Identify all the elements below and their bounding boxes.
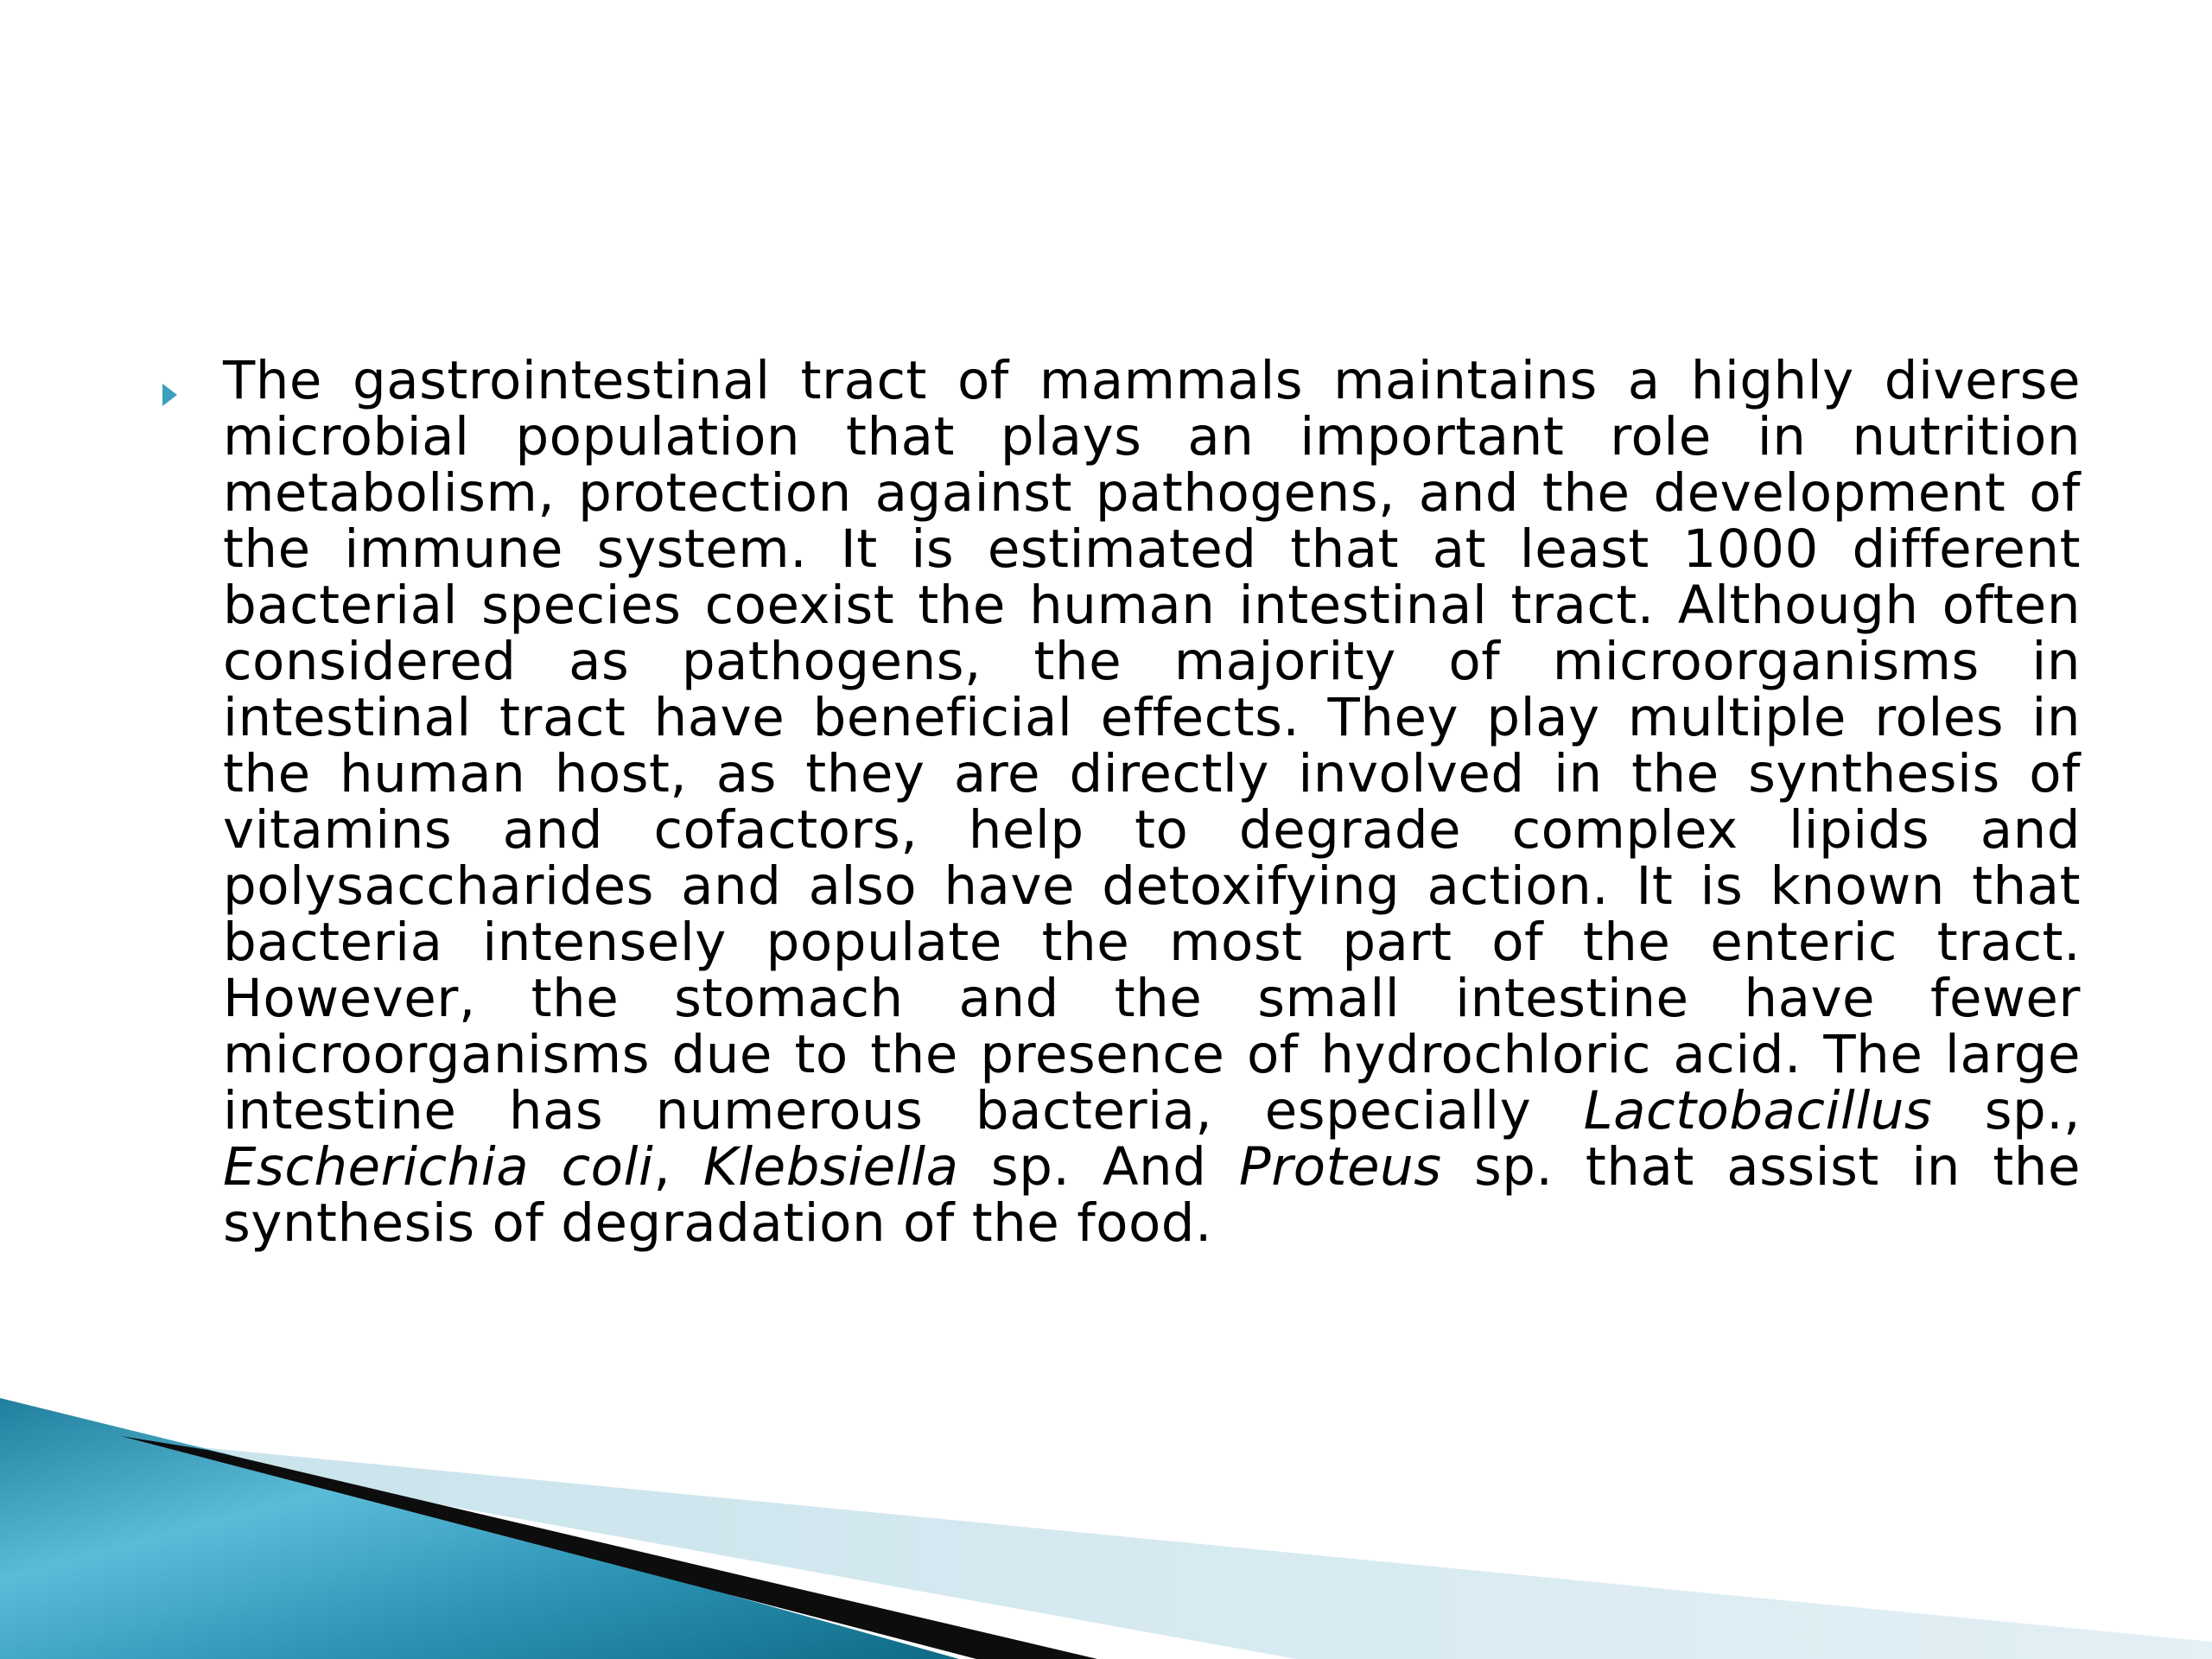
genus-klebsiella: Klebsiella bbox=[702, 1136, 959, 1198]
paragraph-text: sp., bbox=[1932, 1080, 2082, 1141]
genus-proteus: Proteus bbox=[1238, 1136, 1442, 1198]
paragraph-text: sp. And bbox=[958, 1136, 1239, 1198]
genus-lactobacillus: Lactobacillus bbox=[1583, 1080, 1933, 1141]
decorative-wave-band bbox=[0, 1348, 2212, 1659]
paragraph-text: , bbox=[653, 1136, 703, 1198]
paragraph-text: sp. that assist in the synthesis of degradation of the food. bbox=[223, 1136, 2081, 1254]
species-escherichia-coli: Escherichia coli bbox=[223, 1136, 654, 1198]
paragraph-text: The gastrointestinal tract of mammals maintains a highly diverse microbial population that plays an important role in nutrition metabolism, protection against pathogens, and the development of the immune system. It is estimated that at least 1000 different bacterial species coexist the human intestinal tract. Although often considered as pathogens, the majority of microorganisms in intestinal tract have beneficial effects. They play multiple roles in the human host, as they are directly involved in the synthesis of vitamins and cofactors, help to degrade complex lipids and polysaccharides and also have detoxifying action. It is known that bacteria intensely populate the most part of the enteric tract. However, the stomach and the small intestine have fewer microorganisms due to the presence of hydrochloric acid. The large intestine has numerous bacteria, especially bbox=[223, 350, 2081, 1141]
body-paragraph bbox=[223, 350, 2082, 1254]
content-area bbox=[223, 350, 2082, 1254]
triangle-right-icon bbox=[162, 384, 177, 406]
